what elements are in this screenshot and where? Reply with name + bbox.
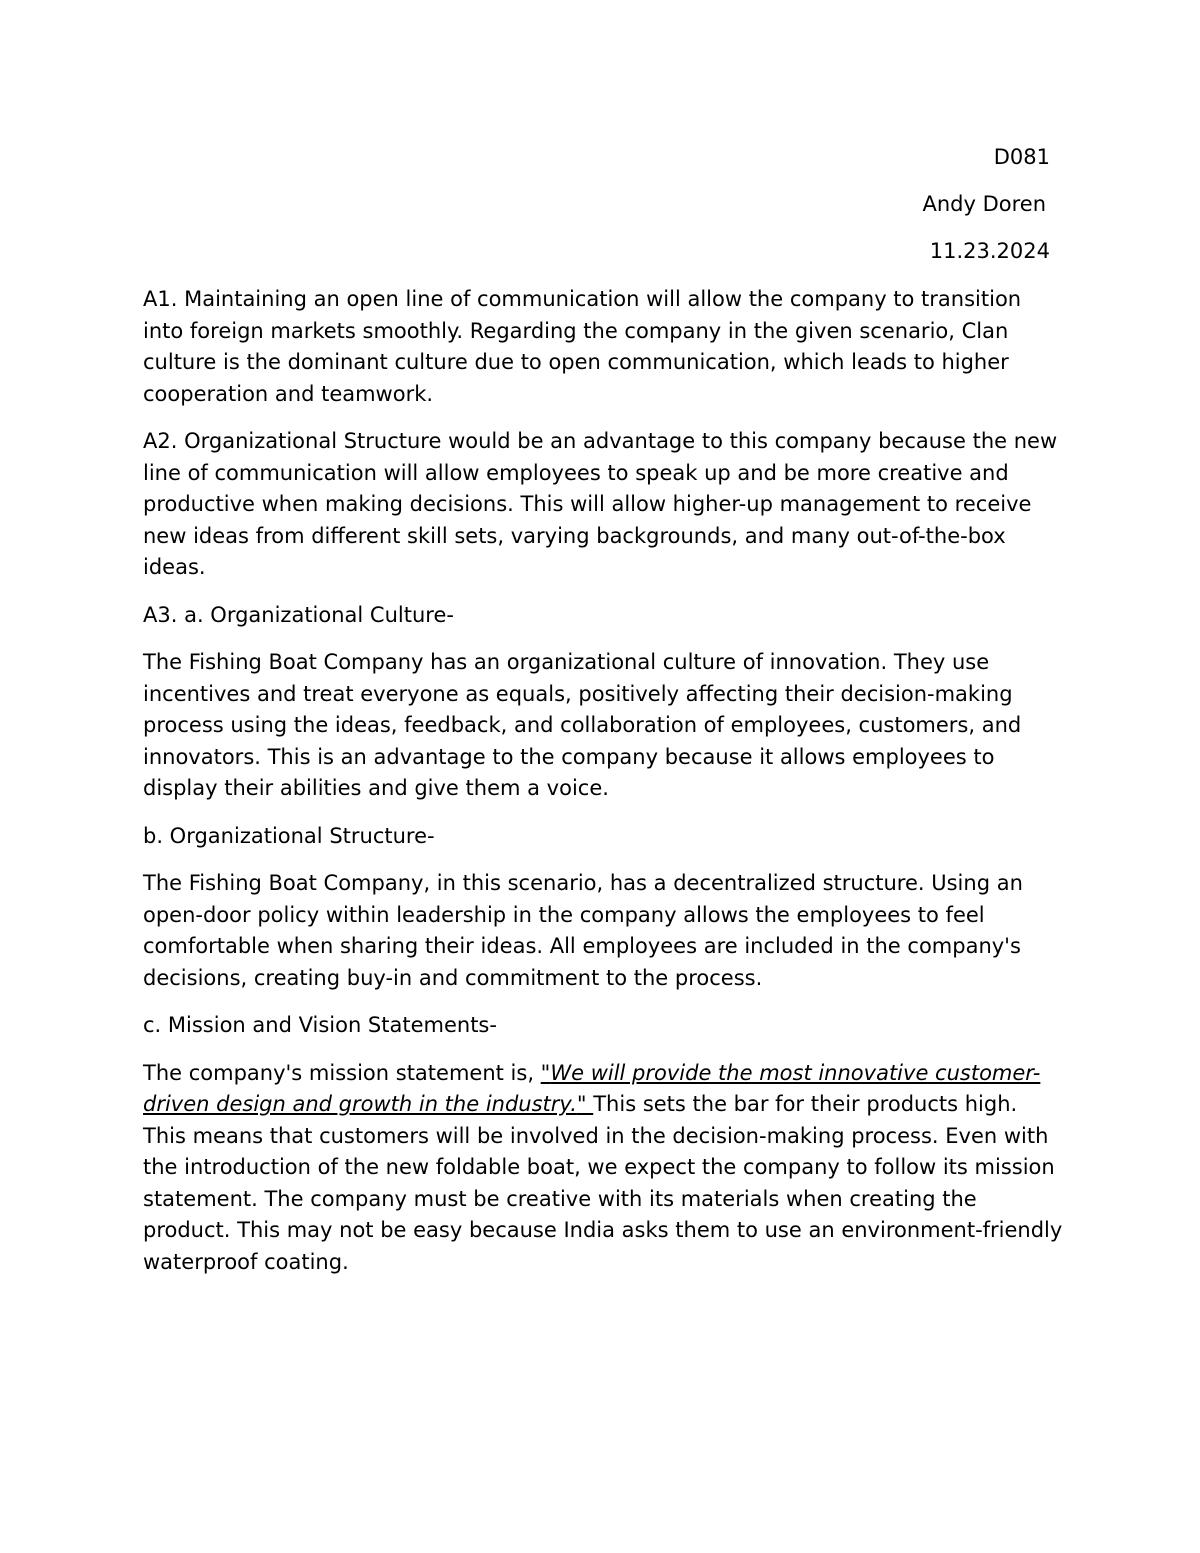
mission-open-quote: "	[540, 1060, 551, 1085]
mission-statement-quote: We will provide the most innovative customer-driven design and growth in the industry.	[143, 1060, 1041, 1116]
paragraph-a1: A1. Maintaining an open line of communication will allow the company to transition into foreign markets smoothly. Regarding the company in the given scenario, Clan culture is the dominant culture due to open communication, which leads to higher cooperation and teamwork.	[143, 287, 1022, 406]
paragraph-b-structure: The Fishing Boat Company, in this scenario, has a decentralized structure. Using an open-door policy within leadership in the company allows the employees to feel comfortable when sharing their ideas. All employees are included in the company's decisions, creating buy-in and commitment to the process.	[143, 871, 1023, 990]
paragraph-a3-culture: The Fishing Boat Company has an organizational culture of innovation. They use incentives and treat everyone as equals, positively affecting their decision-making process using the ideas, feedback, and collaboration of employees, customers, and innovators. This is an advantage to the company because it allows employees to display their abilities and give them a voice.	[143, 650, 1022, 800]
document-body	[143, 284, 1063, 1294]
paragraph-c-mission	[143, 1058, 1063, 1279]
document-date: 11.23.2024	[929, 239, 1050, 263]
mission-commentary: This sets the bar for their products high. This means that customers will be involved in the decision-making process. Even with the introduction of the new foldable boat, we expect the company to follow its mission statement. The company must be creative with its materials when creating the product. This may not be easy because India asks them to use an environment-friendly waterproof coating.	[143, 1092, 1063, 1274]
heading-a3: A3. a. Organizational Culture-	[143, 602, 454, 627]
author-name: Andy Doren	[922, 192, 1046, 216]
mission-close-quote: "	[576, 1092, 594, 1116]
heading-b: b. Organizational Structure-	[143, 823, 435, 848]
heading-c: c. Mission and Vision Statements-	[143, 1013, 497, 1037]
paragraph-a2: A2. Organizational Structure would be an advantage to this company because the new line of communication will allow employees to speak up and be more creative and productive when making decisions. This will allow higher-up management to receive new ideas from different skill sets, varying backgrounds, and many out-of-the-box ideas.	[143, 429, 1058, 579]
course-code: D081	[993, 145, 1050, 169]
mission-intro: The company's mission statement is,	[143, 1060, 541, 1085]
